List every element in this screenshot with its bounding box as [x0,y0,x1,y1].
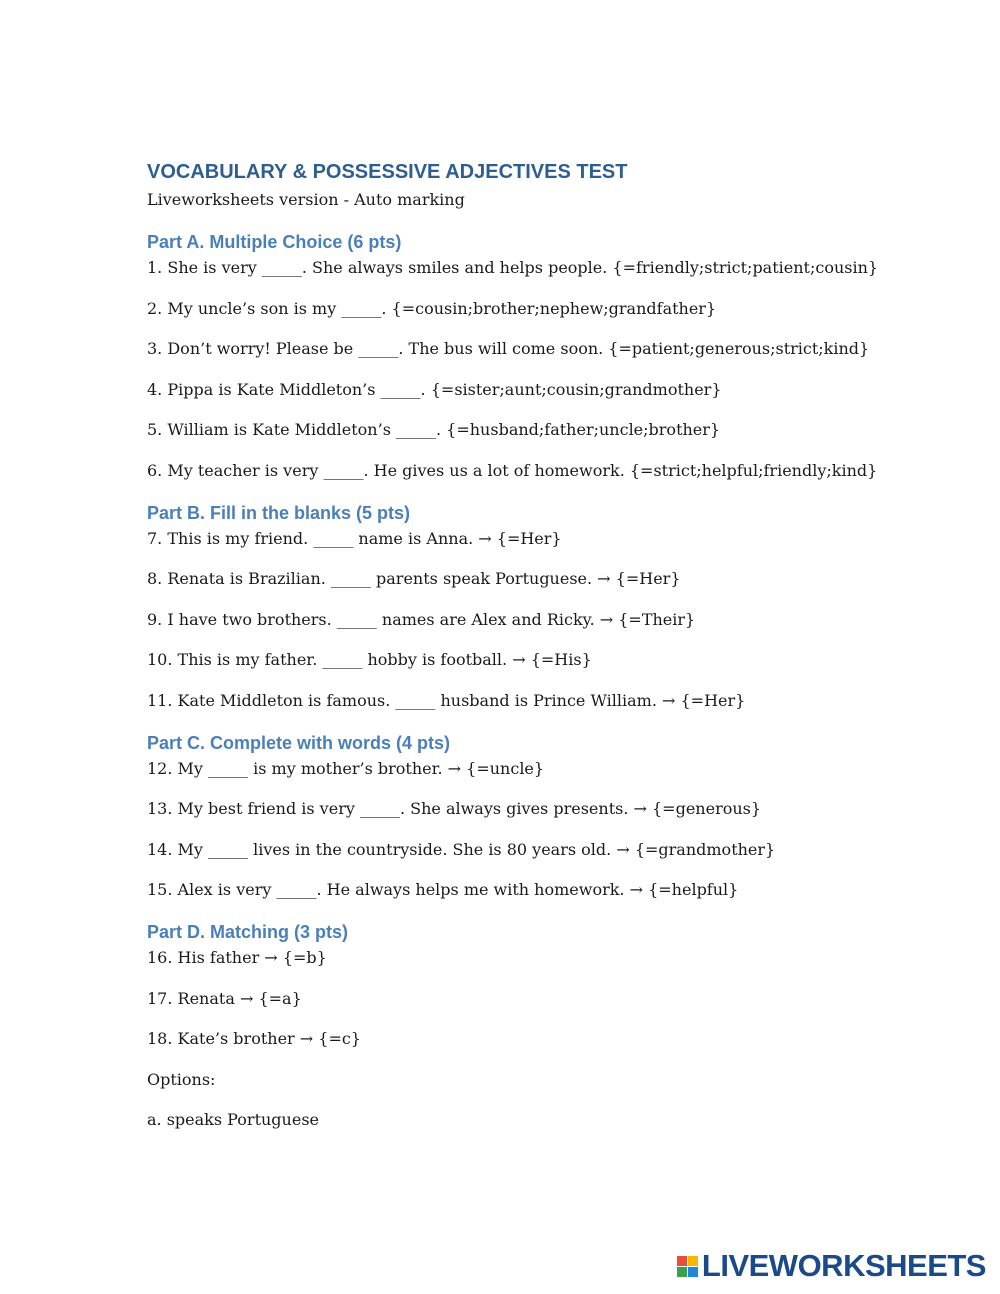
worksheet [147,158,927,1133]
question-list [147,255,927,484]
question-item: 1. She is very _____. She always smiles and helps people. {=friendly;strict;patient;cousin} [147,258,879,277]
question-item: 12. My _____ is my mother’s brother. → {=uncle} [147,758,545,778]
question-item: 18. Kate’s brother → {=c} [147,1029,361,1048]
question-item: 14. My _____ lives in the countryside. She is 80 years old. → {=grandmother} [147,839,776,859]
question-item: 17. Renata → {=a} [147,988,302,1008]
section-part-b [147,500,927,714]
section-part-a [147,229,927,484]
logo-tile [677,1256,687,1266]
page-title: VOCABULARY & POSSESSIVE ADJECTIVES TEST [147,161,628,183]
section-heading: Part D. Matching (3 pts) [147,922,349,942]
question-list [147,526,927,714]
question-item: 8. Renata is Brazilian. _____ parents speak Portuguese. → {=Her} [147,569,681,588]
question-item: 2. My uncle’s son is my _____. {=cousin;brother;nephew;grandfather} [147,298,717,318]
question-item: 3. Don’t worry! Please be _____. The bus will come soon. {=patient;generous;strict;kind} [147,339,870,358]
option-item: a. speaks Portuguese [147,1110,319,1129]
question-list [147,945,927,1133]
question-item: 9. I have two brothers. _____ names are Alex and Ricky. → {=Their} [147,609,696,629]
question-list [147,756,927,904]
logo-tile [677,1267,687,1277]
liveworksheets-logo-icon [677,1256,698,1277]
question-item: 15. Alex is very _____. He always helps me with homework. → {=helpful} [147,880,739,899]
question-item: 6. My teacher is very _____. He gives us a lot of homework. {=strict;helpful;friendly;kind} [147,460,878,480]
question-item: 7. This is my friend. _____ name is Anna. → {=Her} [147,528,562,548]
question-item: 10. This is my father. _____ hobby is football. → {=His} [147,650,592,669]
logo-tile [688,1256,698,1266]
section-heading: Part C. Complete with words (4 pts) [147,732,451,753]
section-heading: Part A. Multiple Choice (6 pts) [147,232,402,252]
question-item: 11. Kate Middleton is famous. _____ husband is Prince William. → {=Her} [147,690,746,710]
logo-text: LIVEWORKSHEETS [701,1248,986,1283]
page-subtitle: Liveworksheets version - Auto marking [147,190,465,209]
section-part-c [147,730,927,904]
section-heading: Part B. Fill in the blanks (5 pts) [147,502,411,523]
question-item: 5. William is Kate Middleton’s _____. {=husband;father;uncle;brother} [147,420,721,439]
options-label: Options: [147,1069,216,1089]
section-part-d [147,919,927,1133]
question-item: 4. Pippa is Kate Middleton’s _____. {=sister;aunt;cousin;grandmother} [147,379,722,399]
logo-tile [688,1267,698,1277]
question-item: 13. My best friend is very _____. She always gives presents. → {=generous} [147,799,762,818]
liveworksheets-logo [677,1250,986,1282]
question-item: 16. His father → {=b} [147,948,327,967]
